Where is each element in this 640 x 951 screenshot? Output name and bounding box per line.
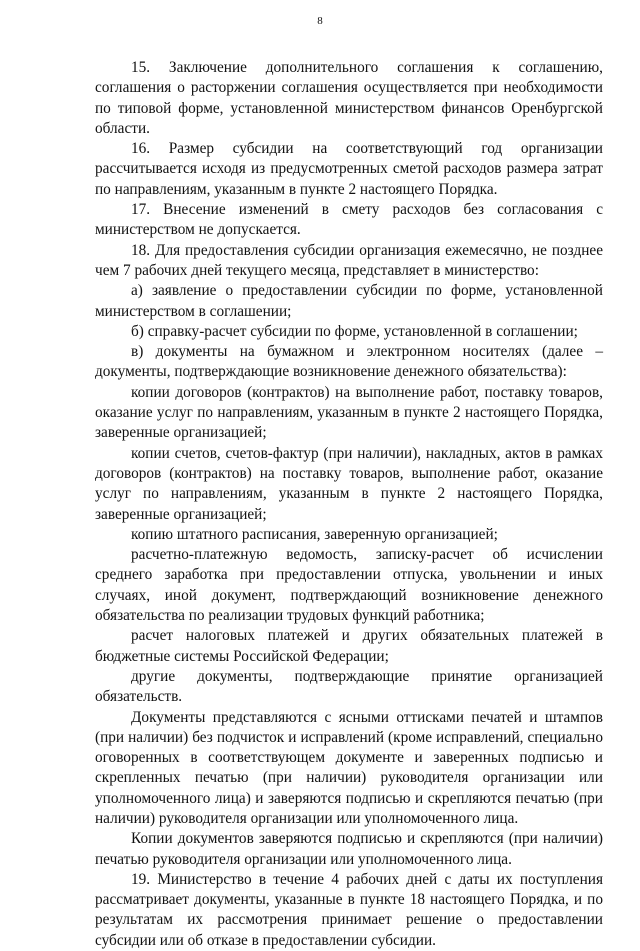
paragraph-16: 16. Размер субсидии на соответствующий год организации рассчитывается исходя из предусмотренных сметой расходов размера затрат по направлениям, указанным в пункте 2 настоящего Порядка. [95, 140, 603, 198]
list-item-v: в) документы на бумажном и электронном носителях (далее – документы, подтверждающие возникновение денежного обязательства): [95, 343, 603, 381]
document-body [95, 58, 603, 951]
sub-item-tax: расчет налоговых платежей и других обязательных платежей в бюджетные системы Российской Федерации; [95, 627, 603, 665]
sub-item-staff-schedule: копию штатного расписания, заверенную организацией; [131, 525, 498, 543]
paragraph-17: 17. Внесение изменений в смету расходов без согласования с министерством не допускается. [95, 201, 603, 239]
paragraph-19: 19. Министерство в течение 4 рабочих дней с даты их поступления рассматривает документы, указанные в пункте 18 настоящего Порядка, и по результатам их рассмотрения принимает решение о предоставлении субсидии или об отказе в предоставлении субсидии. [95, 870, 603, 949]
paragraph-copies-certification: Копии документов заверяются подписью и скрепляются (при наличии) печатью руководителя организации или уполномоченного лица. [95, 830, 603, 868]
paragraph-18: 18. Для предоставления субсидии организация ежемесячно, не позднее чем 7 рабочих дней текущего месяца, представляет в министерство: [95, 241, 603, 279]
sub-item-other: другие документы, подтверждающие принятие организацией обязательств. [95, 667, 603, 706]
paragraph-15: 15. Заключение дополнительного соглашения к соглашению, соглашения о расторжении соглашения осуществляется при необходимости по типовой форме, установленной министерством финансов Оренбургской области. [95, 59, 603, 137]
sub-item-contracts: копии договоров (контрактов) на выполнение работ, поставку товаров, оказание услуг по направлениям, указанным в пункте 2 настоящего Порядка, заверенные организацией; [95, 383, 603, 442]
paragraph-documents-requirements: Документы представляются с ясными оттисками печатей и штампов (при наличии) без подчисток и исправлений (кроме исправлений, специально оговоренных в соответствующем документе и заверенных подписью и скрепленных печатью (при наличии) руководителя организации или уполномоченного лица) и заверяются подписью и скрепляются печатью (при наличии) руководителя организации или уполномоченного лица. [95, 708, 603, 827]
page-number: 8 [317, 15, 323, 27]
sub-item-invoices: копии счетов, счетов-фактур (при наличии), накладных, актов в рамках договоров (контрактов) на поставку товаров, выполнение работ, оказание услуг по направлениям, указанным в пункте 2 настоящего Порядка, заверенные организацией; [95, 444, 603, 523]
sub-item-payroll: расчетно-платежную ведомость, записку-расчет об исчислении среднего заработка при предоставлении отпуска, увольнении и иных случаях, иной документ, подтверждающий возникновение денежного обязательства по реализации трудовых функций работника; [95, 546, 603, 625]
list-item-a: а) заявление о предоставлении субсидии по форме, установленной министерством в соглашении; [95, 282, 603, 320]
list-item-b: б) справку-расчет субсидии по форме, установленной в соглашении; [131, 322, 578, 340]
